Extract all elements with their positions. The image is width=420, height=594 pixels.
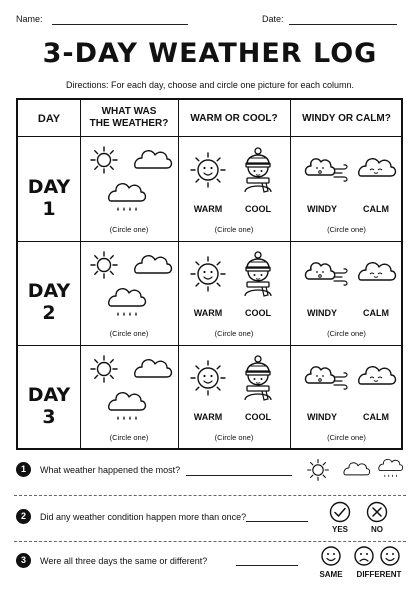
windy-label[interactable]: WINDY xyxy=(307,412,337,422)
happy-sun-icon xyxy=(191,153,225,187)
rain-cloud-icon xyxy=(379,459,403,477)
rain-cloud-icon xyxy=(109,184,146,211)
answer-line[interactable] xyxy=(236,565,298,566)
name-field[interactable] xyxy=(52,24,188,25)
question-number: 3 xyxy=(16,553,31,568)
happy-sun-icon xyxy=(191,257,225,291)
bundled-kid-icon xyxy=(245,252,271,296)
bundled-kid-icon xyxy=(245,356,271,400)
cloud-icon xyxy=(135,151,172,168)
warm-label[interactable]: WARM xyxy=(193,412,223,422)
cool-label[interactable]: COOL xyxy=(245,308,271,318)
cloud-icon xyxy=(135,360,172,377)
sun-icon xyxy=(308,460,329,481)
cloud-icon xyxy=(135,256,172,273)
cool-label[interactable]: COOL xyxy=(245,204,271,214)
circle-one-text: (Circle one) xyxy=(109,433,149,442)
directions: Directions: For each day, choose and circle one picture for each column. xyxy=(66,80,354,90)
col-header-weather: WHAT WAS THE WEATHER? xyxy=(89,106,169,129)
question-text: Were all three days the same or different? xyxy=(40,556,208,566)
calm-cloud-icon xyxy=(359,263,396,280)
warm-label[interactable]: WARM xyxy=(193,308,223,318)
windy-cloud-icon xyxy=(305,159,347,181)
day-label: DAY 3 xyxy=(27,384,71,428)
question-number: 2 xyxy=(16,509,31,524)
date-field[interactable] xyxy=(289,24,397,25)
windy-cloud-icon xyxy=(305,367,347,389)
windy-label[interactable]: WINDY xyxy=(307,204,337,214)
sad-face-icon[interactable] xyxy=(352,544,376,568)
rain-cloud-icon xyxy=(109,393,146,420)
smiley-face-icon[interactable] xyxy=(319,544,343,568)
divider xyxy=(14,541,406,542)
rain-cloud-icon xyxy=(109,289,146,316)
warm-label[interactable]: WARM xyxy=(193,204,223,214)
answer-line[interactable] xyxy=(186,475,292,476)
circle-one-text: (Circle one) xyxy=(109,329,149,338)
calm-label[interactable]: CALM xyxy=(363,412,389,422)
date-label: Date: xyxy=(262,14,284,24)
happy-sun-icon xyxy=(191,361,225,395)
col-header-wind: WINDY OR CALM? xyxy=(302,113,391,124)
col-header-temp: WARM OR COOL? xyxy=(190,113,278,124)
same-label[interactable]: SAME xyxy=(319,570,343,579)
windy-label[interactable]: WINDY xyxy=(307,308,337,318)
x-icon[interactable] xyxy=(366,501,388,523)
smiley-face-icon[interactable] xyxy=(378,544,402,568)
calm-label[interactable]: CALM xyxy=(363,308,389,318)
circle-one-text: (Circle one) xyxy=(327,433,366,442)
calm-cloud-icon xyxy=(359,367,396,384)
cool-label[interactable]: COOL xyxy=(245,412,271,422)
name-label: Name: xyxy=(16,14,43,24)
question-text: What weather happened the most? xyxy=(40,465,181,475)
yes-label[interactable]: YES xyxy=(331,525,348,534)
weather-log-table xyxy=(16,98,403,450)
circle-one-text: (Circle one) xyxy=(214,225,254,234)
day-label: DAY 2 xyxy=(27,280,71,324)
divider xyxy=(14,495,406,496)
sun-icon xyxy=(91,356,117,382)
calm-label[interactable]: CALM xyxy=(363,204,389,214)
answer-line[interactable] xyxy=(246,521,308,522)
circle-one-text: (Circle one) xyxy=(214,433,254,442)
bundled-kid-icon xyxy=(245,148,271,192)
circle-one-text: (Circle one) xyxy=(327,329,366,338)
day-label: DAY 1 xyxy=(27,176,71,220)
question-number: 1 xyxy=(16,462,31,477)
weather-choices[interactable] xyxy=(300,452,410,488)
page-title: 3-DAY WEATHER LOG xyxy=(42,38,378,69)
col-header-day: DAY xyxy=(37,113,61,125)
check-icon[interactable] xyxy=(329,501,351,523)
circle-one-text: (Circle one) xyxy=(214,329,254,338)
cloud-icon xyxy=(344,463,370,475)
circle-one-text: (Circle one) xyxy=(327,225,366,234)
calm-cloud-icon xyxy=(359,159,396,176)
windy-cloud-icon xyxy=(305,263,347,285)
circle-one-text: (Circle one) xyxy=(109,225,149,234)
different-label[interactable]: DIFFERENT xyxy=(356,570,402,579)
question-text: Did any weather condition happen more than once? xyxy=(40,512,247,522)
no-label[interactable]: NO xyxy=(371,525,383,534)
sun-icon xyxy=(91,147,117,173)
sun-icon xyxy=(91,252,117,278)
